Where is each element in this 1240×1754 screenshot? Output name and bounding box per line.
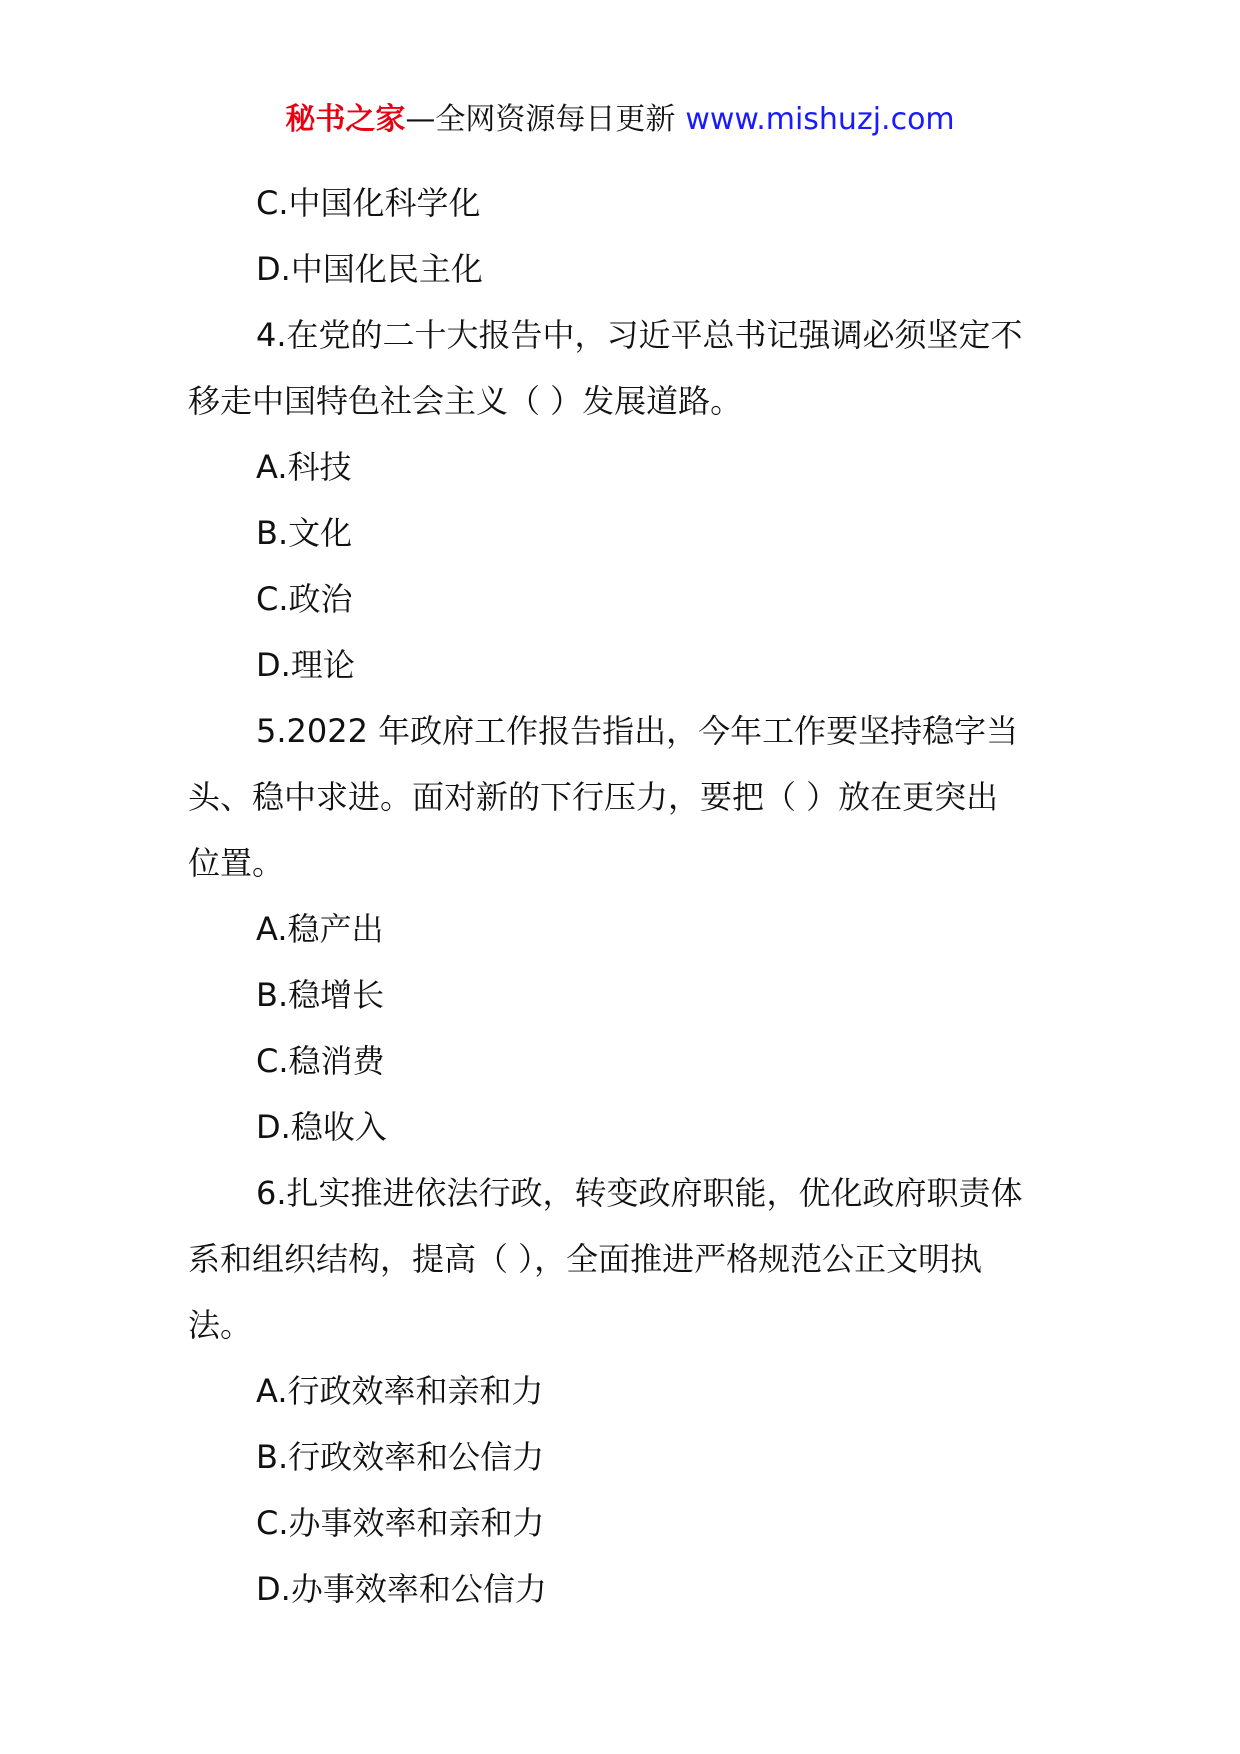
q6-text-line-3: 法。 bbox=[188, 1306, 253, 1344]
site-url-link[interactable]: www.mishuzj.com bbox=[685, 102, 955, 137]
document-body bbox=[188, 170, 1058, 1622]
q4-option-d: D.理论 bbox=[256, 646, 355, 684]
q5-text-line-1: 5.2022 年政府工作报告指出，今年工作要坚持稳字当 bbox=[256, 712, 1019, 750]
q5-text-line-2: 头、稳中求进。面对新的下行压力，要把（ ）放在更突出 bbox=[188, 778, 999, 816]
header-slogan: —全网资源每日更新 bbox=[405, 102, 676, 137]
q6-text-line-2: 系和组织结构，提高（ ），全面推进严格规范公正文明执 bbox=[188, 1240, 983, 1278]
q5-option-d: D.稳收入 bbox=[256, 1108, 387, 1146]
q6-option-d: D.办事效率和公信力 bbox=[256, 1570, 547, 1608]
q4-option-a: A.科技 bbox=[256, 448, 352, 486]
q6-text-line-1: 6.扎实推进依法行政，转变政府职能，优化政府职责体 bbox=[256, 1174, 1023, 1212]
brand-name: 秘书之家 bbox=[285, 102, 406, 137]
q5-text-line-3: 位置。 bbox=[188, 844, 285, 882]
q6-option-b: B.行政效率和公信力 bbox=[256, 1438, 545, 1476]
q4-text-line-2: 移走中国特色社会主义（ ）发展道路。 bbox=[188, 382, 743, 420]
q4-text-line-1: 4.在党的二十大报告中，习近平总书记强调必须坚定不 bbox=[256, 316, 1023, 354]
page-header bbox=[0, 100, 1240, 140]
q5-option-c: C.稳消费 bbox=[256, 1042, 385, 1080]
q6-option-a: A.行政效率和亲和力 bbox=[256, 1372, 544, 1410]
q4-option-c: C.政治 bbox=[256, 580, 353, 618]
q5-option-b: B.稳增长 bbox=[256, 976, 385, 1014]
q5-option-a: A.稳产出 bbox=[256, 910, 384, 948]
q4-option-b: B.文化 bbox=[256, 514, 353, 552]
q3-option-c: C.中国化科学化 bbox=[256, 184, 481, 222]
q6-option-c: C.办事效率和亲和力 bbox=[256, 1504, 545, 1542]
q3-option-d: D.中国化民主化 bbox=[256, 250, 483, 288]
